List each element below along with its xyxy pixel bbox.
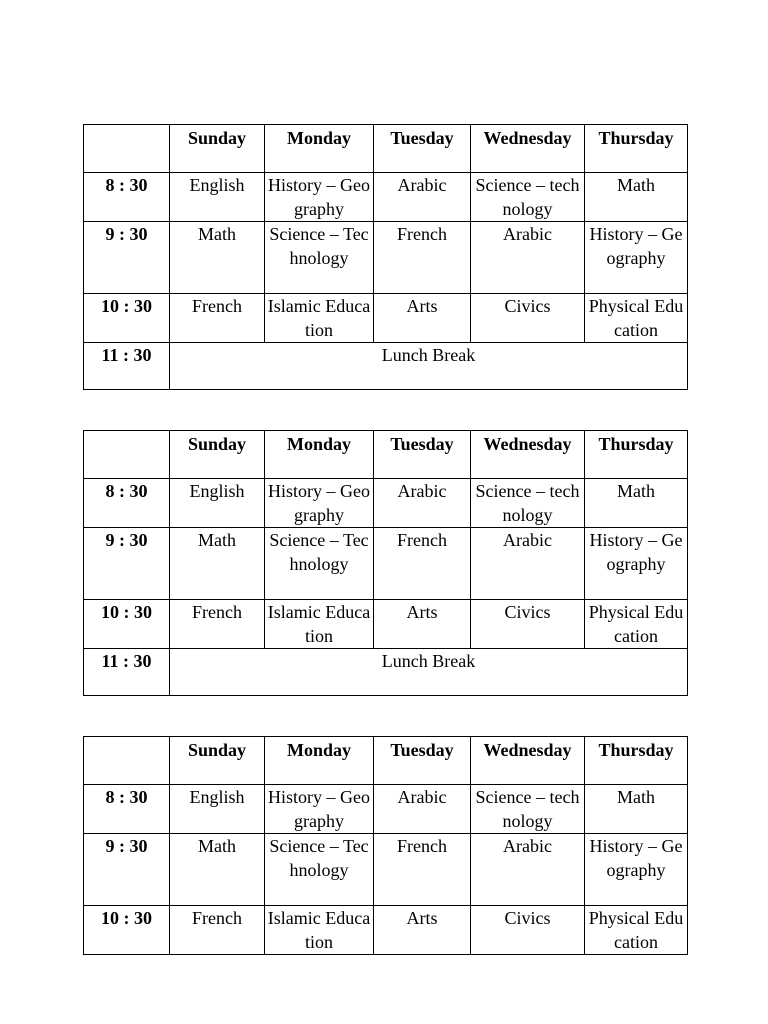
day-header: Sunday <box>170 431 265 479</box>
subject-text: Science – technology <box>475 787 580 831</box>
subject-text: History – Geography <box>268 481 370 525</box>
table-row <box>84 834 688 906</box>
subject-text: French <box>397 836 447 856</box>
day-header: Tuesday <box>374 431 471 479</box>
table-row <box>84 222 688 294</box>
subject-text: Science – Technology <box>269 836 369 880</box>
subject-text: Arabic <box>397 481 447 501</box>
subject-text: Arabic <box>503 530 552 550</box>
table-row <box>84 479 688 528</box>
corner-cell <box>84 737 170 785</box>
timetable-1 <box>83 124 688 390</box>
subject-text: English <box>189 481 245 501</box>
subject-cell <box>170 834 265 906</box>
table-row <box>84 906 688 955</box>
day-header: Wednesday <box>471 431 585 479</box>
subject-text: Arabic <box>397 787 447 807</box>
subject-text: English <box>189 787 245 807</box>
subject-text: Science – Technology <box>269 224 369 268</box>
day-header: Thursday <box>585 737 688 785</box>
day-header: Thursday <box>585 125 688 173</box>
subject-text: French <box>397 530 447 550</box>
subject-cell <box>170 906 265 955</box>
subject-cell <box>471 906 585 955</box>
time-cell: 9 : 30 <box>84 834 170 906</box>
lunch-row <box>84 343 688 390</box>
table-row <box>84 600 688 649</box>
subject-cell <box>471 528 585 600</box>
corner-cell <box>84 125 170 173</box>
subject-text: Math <box>617 481 655 501</box>
subject-cell <box>471 173 585 222</box>
subject-cell <box>265 479 374 528</box>
day-header: Thursday <box>585 431 688 479</box>
subject-text: Civics <box>504 908 551 928</box>
subject-cell <box>265 528 374 600</box>
subject-text: Arts <box>406 908 438 928</box>
day-header: Tuesday <box>374 125 471 173</box>
subject-cell <box>170 785 265 834</box>
subject-cell <box>585 479 688 528</box>
timetable-2 <box>83 430 688 696</box>
subject-text: Science – Technology <box>269 530 369 574</box>
subject-cell <box>585 600 688 649</box>
time-cell: 8 : 30 <box>84 479 170 528</box>
lunch-break-cell: Lunch Break <box>170 343 688 390</box>
subject-cell <box>585 906 688 955</box>
subject-cell <box>585 222 688 294</box>
subject-text: Civics <box>504 602 551 622</box>
subject-cell <box>471 834 585 906</box>
day-header: Monday <box>265 737 374 785</box>
subject-text: Arabic <box>397 175 447 195</box>
subject-text: French <box>397 224 447 244</box>
subject-cell <box>170 528 265 600</box>
subject-cell <box>471 600 585 649</box>
subject-text: Science – technology <box>475 481 580 525</box>
subject-text: Math <box>198 530 236 550</box>
timetable-3 <box>83 736 688 955</box>
subject-cell <box>170 222 265 294</box>
subject-cell <box>585 294 688 343</box>
table-row <box>84 528 688 600</box>
day-header: Tuesday <box>374 737 471 785</box>
subject-text: Physical Education <box>588 296 684 340</box>
subject-cell <box>170 173 265 222</box>
table-row <box>84 173 688 222</box>
lunch-break-cell: Lunch Break <box>170 649 688 696</box>
subject-text: Physical Education <box>588 602 684 646</box>
subject-cell <box>374 294 471 343</box>
subject-cell <box>170 479 265 528</box>
time-cell: 8 : 30 <box>84 785 170 834</box>
subject-cell <box>585 834 688 906</box>
time-cell: 10 : 30 <box>84 600 170 649</box>
time-cell: 11 : 30 <box>84 343 170 390</box>
subject-text: French <box>192 602 242 622</box>
subject-text: History – Geography <box>589 836 683 880</box>
day-header: Monday <box>265 125 374 173</box>
subject-text: Math <box>617 175 655 195</box>
subject-text: History – Geography <box>589 224 683 268</box>
time-cell: 8 : 30 <box>84 173 170 222</box>
table-row <box>84 294 688 343</box>
subject-text: Islamic Education <box>267 908 371 952</box>
subject-cell <box>585 528 688 600</box>
subject-text: Science – technology <box>475 175 580 219</box>
day-header: Sunday <box>170 125 265 173</box>
subject-cell <box>374 600 471 649</box>
subject-text: Physical Education <box>588 908 684 952</box>
subject-cell <box>265 173 374 222</box>
subject-text: Islamic Education <box>267 602 371 646</box>
lunch-row <box>84 649 688 696</box>
subject-text: Arts <box>406 602 438 622</box>
time-cell: 9 : 30 <box>84 528 170 600</box>
subject-text: Islamic Education <box>267 296 371 340</box>
header-row <box>84 125 688 173</box>
subject-cell <box>374 173 471 222</box>
subject-text: French <box>192 908 242 928</box>
subject-text: Arabic <box>503 836 552 856</box>
day-header: Wednesday <box>471 125 585 173</box>
subject-text: English <box>189 175 245 195</box>
subject-cell <box>471 294 585 343</box>
subject-cell <box>471 785 585 834</box>
subject-cell <box>374 479 471 528</box>
time-cell: 10 : 30 <box>84 294 170 343</box>
subject-cell <box>265 834 374 906</box>
corner-cell <box>84 431 170 479</box>
subject-cell <box>265 222 374 294</box>
subject-cell <box>265 294 374 343</box>
time-cell: 10 : 30 <box>84 906 170 955</box>
table-row <box>84 785 688 834</box>
subject-text: Arts <box>406 296 438 316</box>
subject-text: History – Geography <box>268 787 370 831</box>
subject-cell <box>471 479 585 528</box>
subject-text: French <box>192 296 242 316</box>
subject-cell <box>170 294 265 343</box>
subject-cell <box>374 785 471 834</box>
subject-cell <box>170 600 265 649</box>
subject-cell <box>374 222 471 294</box>
subject-text: Math <box>198 836 236 856</box>
subject-text: Math <box>198 224 236 244</box>
header-row <box>84 431 688 479</box>
subject-cell <box>374 834 471 906</box>
subject-cell <box>585 785 688 834</box>
subject-cell <box>265 906 374 955</box>
header-row <box>84 737 688 785</box>
subject-cell <box>374 906 471 955</box>
day-header: Sunday <box>170 737 265 785</box>
subject-text: Math <box>617 787 655 807</box>
subject-text: Civics <box>504 296 551 316</box>
subject-cell <box>585 173 688 222</box>
subject-cell <box>374 528 471 600</box>
subject-cell <box>265 600 374 649</box>
day-header: Monday <box>265 431 374 479</box>
subject-cell <box>471 222 585 294</box>
time-cell: 9 : 30 <box>84 222 170 294</box>
subject-text: History – Geography <box>268 175 370 219</box>
time-cell: 11 : 30 <box>84 649 170 696</box>
subject-text: History – Geography <box>589 530 683 574</box>
subject-text: Arabic <box>503 224 552 244</box>
subject-cell <box>265 785 374 834</box>
day-header: Wednesday <box>471 737 585 785</box>
